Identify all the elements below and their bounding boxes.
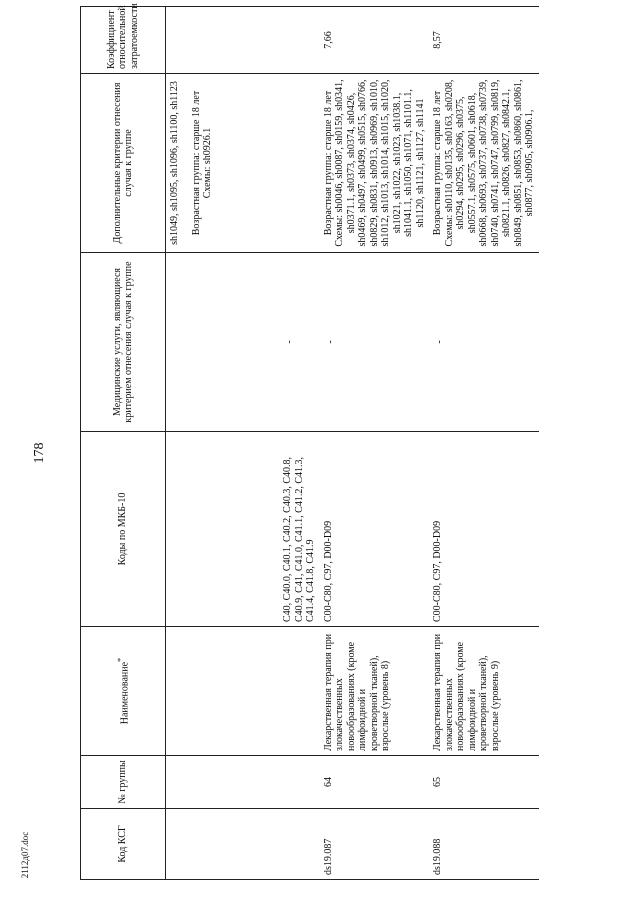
continuation-criteria-age: Возрастная группа: старше 18 лет: [190, 90, 202, 236]
table-row: [320, 7, 430, 880]
continuation-icd-text: C40, C40.0, C40.1, C40.2, C40.3, C40.8, C40.9, C41, C41.0, C41.1, C41.2, C41.3, C41.4, C41.8, C41.9: [282, 456, 316, 622]
header-code: Код КСГ: [81, 809, 166, 880]
header-group-number: № группы: [81, 756, 166, 809]
cell-services: [320, 253, 430, 432]
cell-name: [166, 627, 320, 756]
ksg-table: [80, 3, 539, 880]
header-coefficient: Коэффициент относительной затратоемкости: [81, 7, 166, 74]
header-name-label: Наименование: [118, 661, 130, 725]
table-container: [80, 3, 585, 880]
table-row-continuation: [166, 7, 320, 880]
header-name-footnote: *: [115, 657, 125, 662]
header-services: Медицинские услуги, являющиеся критерием отнесения случая к группе: [81, 253, 166, 432]
cell-coefficient: [166, 7, 320, 74]
continuation-criteria-schemes-2: Схемы: sh0926.1: [202, 127, 213, 199]
cell-name: Лекарственная терапия при злокачественных новообразованиях (кроме лимфоидной и кроветворной тканей), взрослые (уровень 9): [429, 627, 539, 756]
header-criteria: Дополнительные критерии отнесения случая к группе: [81, 74, 166, 253]
rotated-table-frame: [80, 3, 585, 880]
cell-code: ds19.087: [320, 809, 430, 880]
cell-name: Лекарственная терапия при злокачественных новообразованиях (кроме лимфоидной и кроветворной тканей), взрослые (уровень 8): [320, 627, 430, 756]
table-row: [429, 7, 539, 880]
continuation-criteria-schemes: sh1049, sh1095, sh1096, sh1100, sh1123: [169, 81, 180, 245]
cell-criteria: Возрастная группа: старше 18 лет Схемы: sh0046, sh0087, sh0159, sh0341, sh0371.1, sh0373, sh0374, sh0426, sh0469, sh0497, sh0499, sh0515, sh0766, sh0829, sh0831, sh0913, sh0969, sh1010, sh1012, sh1013, sh1014, sh1015, sh1020, sh1021, sh1022, sh1023, sh1038.1, sh1041.1, sh1050, sh1071, sh1101.1, sh1120, sh1121, sh1127, sh1141: [320, 74, 430, 253]
header-icd-codes: Коды по МКБ-10: [81, 432, 166, 627]
cell-group-number: [166, 756, 320, 809]
cell-coefficient: 7,66: [320, 7, 430, 74]
cell-group-number: 65: [429, 756, 539, 809]
cell-code: [166, 809, 320, 880]
cell-criteria: [166, 74, 320, 253]
cell-icd-codes: [166, 432, 320, 627]
table-header-row: [81, 7, 166, 880]
cell-icd-codes: C00-C80, C97, D00-D09: [320, 432, 430, 627]
services-dash: -: [324, 340, 336, 344]
cell-criteria: Возрастная группа: старше 18 лет Схемы: sh0110, sh0135, sh0163, sh0208, sh0294, sh0295, sh0296, sh0375, sh0557.1, sh0575, sh0601, sh0618, sh0668, sh0693, sh0737, sh0738, sh0739, sh0740, sh0741, sh0747, sh0799, sh0819, sh0821.1, sh0826, sh0827, sh0842.1, sh0849, sh0851, sh0853, sh0860, sh0861, sh0877, sh0905, sh0906.1,: [429, 74, 539, 253]
cell-group-number: 64: [320, 756, 430, 809]
header-name: [81, 627, 166, 756]
cell-code: ds19.088: [429, 809, 539, 880]
cell-icd-codes: C00-C80, C97, D00-D09: [429, 432, 539, 627]
continuation-services-dash: -: [284, 340, 295, 344]
criteria-spacer: [181, 78, 191, 248]
cell-coefficient: 8,57: [429, 7, 539, 74]
cell-services: [429, 253, 539, 432]
services-dash: -: [434, 340, 445, 344]
page-number: 178: [32, 442, 47, 464]
cell-services: [166, 253, 320, 432]
document-code: 2112д07.doc: [20, 831, 30, 879]
